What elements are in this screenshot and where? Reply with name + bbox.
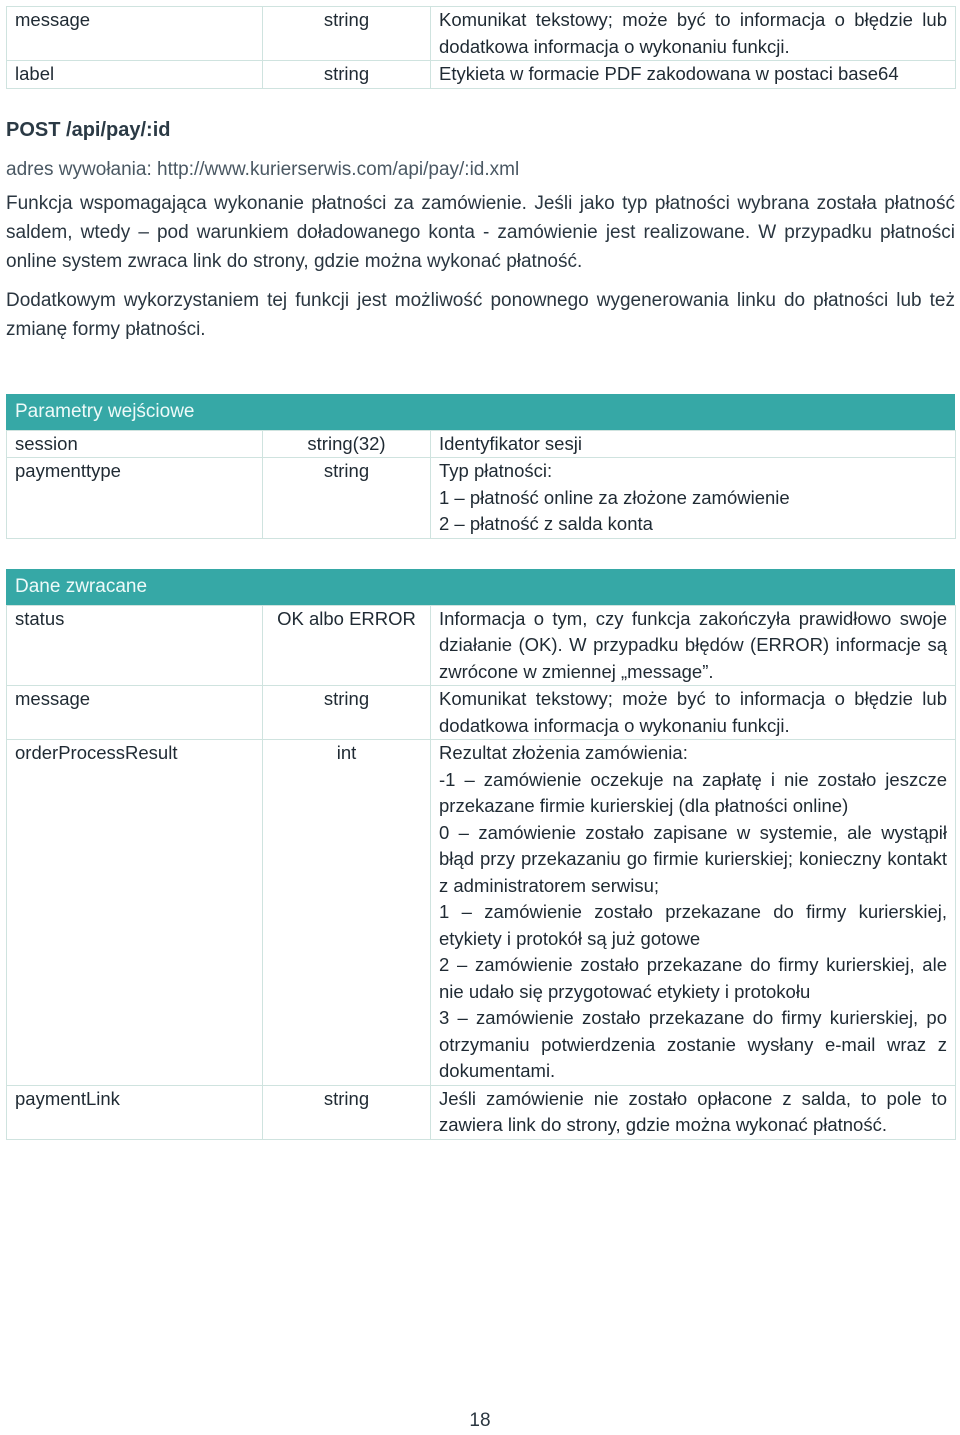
return-data-header: Dane zwracane (6, 569, 955, 605)
field-type: OK albo ERROR (263, 605, 431, 686)
table-row (7, 740, 956, 1086)
field-type: string (263, 686, 431, 740)
table-row (7, 1085, 956, 1139)
field-name: label (7, 61, 263, 89)
page-number: 18 (469, 1410, 491, 1431)
field-name: status (7, 605, 263, 686)
field-name: session (7, 430, 263, 458)
field-description (431, 7, 956, 61)
return-data-section (6, 569, 955, 1140)
field-name: message (7, 7, 263, 61)
description-line: Etykieta w formacie PDF zakodowana w postaci base64 (439, 63, 899, 84)
endpoint-title: POST /api/pay/:id (6, 118, 171, 141)
document-page (6, 6, 955, 1140)
field-name: orderProcessResult (7, 740, 263, 1086)
description-line: Identyfikator sesji (439, 432, 582, 454)
field-description (431, 458, 956, 539)
description-line: Komunikat tekstowy; może być to informacja o błędzie lub dodatkowa informacja o wykonaniu funkcji. (439, 9, 947, 57)
description-line: Rezultat złożenia zamówienia: (439, 742, 688, 763)
table-row (7, 605, 956, 686)
field-type: int (263, 740, 431, 1086)
return-data-table (6, 605, 956, 1140)
field-name: paymenttype (7, 458, 263, 539)
top-table (6, 6, 956, 89)
description-line: 3 – zamówienie zostało przekazane do firmy kurierskiej, po otrzymaniu potwierdzenia zostanie wysłany e-mail wraz z dokumentami. (439, 1007, 947, 1081)
description-line: 1 – zamówienie zostało przekazane do firmy kurierskiej, etykiety i protokół są już gotowe (439, 901, 947, 949)
description-line: Komunikat tekstowy; może być to informacja o błędzie lub dodatkowa informacja o wykonaniu funkcji. (439, 688, 947, 736)
table-row (7, 430, 956, 458)
field-name: paymentLink (7, 1085, 263, 1139)
address-label: adres wywołania: (6, 158, 158, 180)
description-line: 1 – płatność online za złożone zamówienie (439, 486, 790, 508)
endpoint-address (6, 155, 955, 185)
field-type: string (263, 7, 431, 61)
field-type: string (263, 1085, 431, 1139)
address-url[interactable]: http://www.kurierserwis.com/api/pay/:id.xml (157, 158, 520, 180)
field-type: string(32) (263, 430, 431, 458)
field-type: string (263, 458, 431, 539)
field-name: message (7, 686, 263, 740)
endpoint-description-extra: Dodatkowym wykorzystaniem tej funkcji jest możliwość ponownego wygenerowania linku do płatności lub też zmianę formy płatności. (6, 289, 955, 340)
field-description (431, 430, 956, 458)
description-line: -1 – zamówienie oczekuje na zapłatę i nie zostało jeszcze przekazane firmie kurierskiej (dla płatności online) (439, 768, 947, 816)
field-description (431, 686, 956, 740)
input-parameters-table (6, 430, 956, 539)
table-row (7, 686, 956, 740)
field-description (431, 1085, 956, 1139)
table-row (7, 61, 956, 89)
field-type: string (263, 61, 431, 89)
description-line: Jeśli zamówienie nie zostało opłacone z salda, to pole to zawiera link do strony, gdzie można wykonać płatność. (439, 1087, 947, 1135)
input-parameters-header: Parametry wejściowe (6, 394, 955, 430)
description-line: 2 – zamówienie zostało przekazane do firmy kurierskiej, ale nie udało się przygotować etykiety i protokołu (439, 954, 947, 1002)
field-description (431, 740, 956, 1086)
table-row (7, 7, 956, 61)
table-row (7, 458, 956, 539)
description-line: Informacja o tym, czy funkcja zakończyła prawidłowo swoje działanie (OK). W przypadku błędów (ERROR) informacje są zwrócone w zmiennej „message”. (439, 607, 947, 682)
description-line: 2 – płatność z salda konta (439, 513, 653, 534)
description-line: Typ płatności: (439, 460, 553, 481)
field-description (431, 61, 956, 89)
endpoint-description: Funkcja wspomagająca wykonanie płatności za zamówienie. Jeśli jako typ płatności wybrana została płatność saldem, wtedy – pod warunkiem doładowanego konta - zamówienie jest realizowane. W przypadku płatności online system zwraca link do strony, gdzie można wykonać płatność. (6, 192, 955, 272)
description-line: 0 – zamówienie zostało zapisane w systemie, ale wystąpił błąd przy przekazaniu go firmie kurierskiej; konieczny kontakt z administratorem serwisu; (439, 821, 947, 896)
input-parameters-section (6, 394, 955, 539)
field-description (431, 605, 956, 686)
